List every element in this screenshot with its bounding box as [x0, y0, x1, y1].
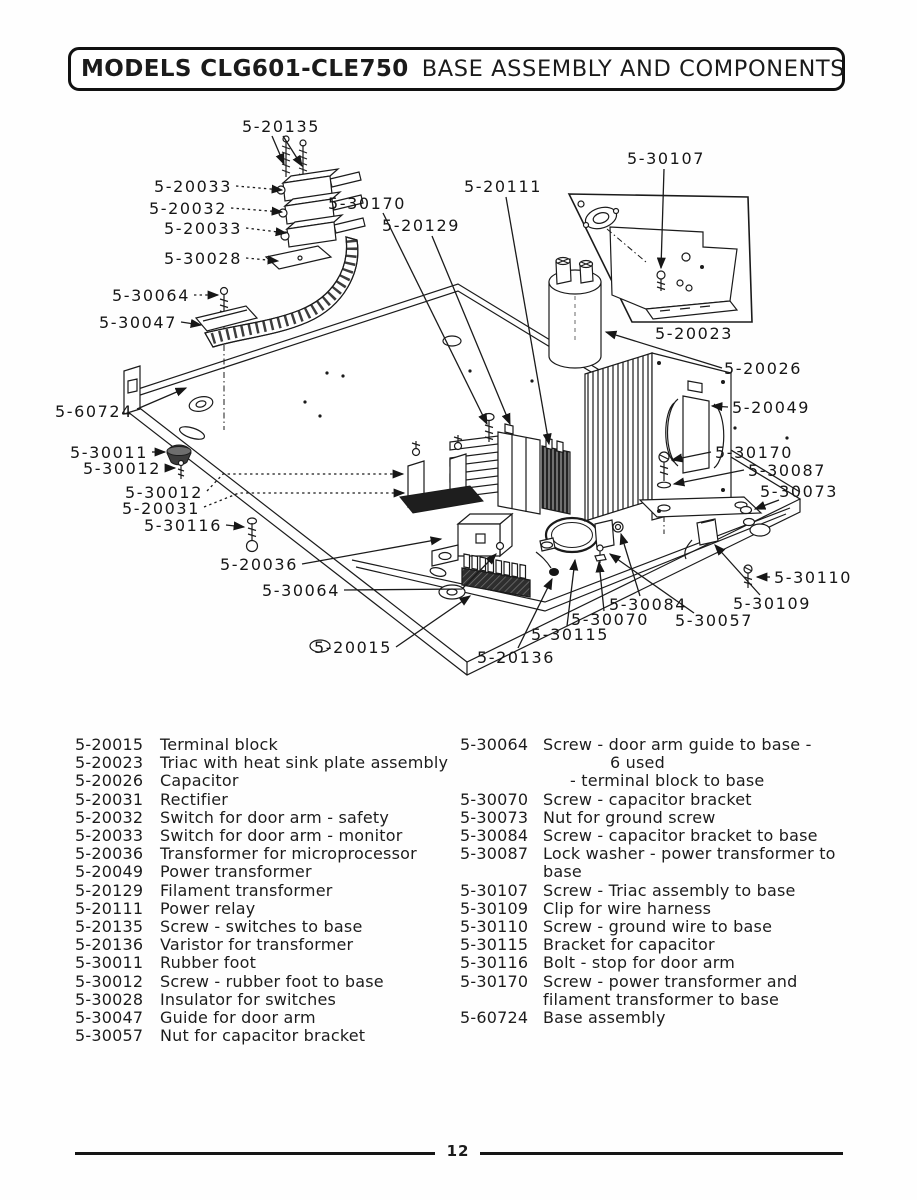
part-label: 5-30047	[98, 313, 177, 332]
part-label: 5-30115	[530, 625, 610, 644]
parts-row	[75, 918, 460, 936]
parts-row	[75, 954, 460, 972]
parts-row	[460, 772, 890, 790]
part-label: 5-30028	[163, 249, 242, 268]
part-number: 5-30070	[460, 789, 529, 809]
part-description: Base assembly	[543, 1008, 666, 1028]
parts-row	[460, 954, 890, 972]
part-description: Rubber foot	[160, 953, 257, 973]
part-description: Transformer for microprocessor	[160, 844, 417, 864]
foot-screw	[178, 461, 184, 480]
leader-line	[246, 228, 286, 233]
footer-rule-right	[480, 1152, 843, 1155]
part-description: Screw - ground wire to base	[543, 917, 773, 937]
footer-rule-left	[75, 1152, 435, 1155]
part-number: 5-20135	[75, 917, 144, 937]
part-description: Clip for wire harness	[543, 898, 712, 918]
part-number: 5-30047	[75, 1008, 144, 1028]
part-number: 5-20032	[75, 807, 144, 827]
parts-row	[460, 1009, 890, 1027]
part-number	[460, 772, 543, 790]
part-number: 5-20031	[75, 789, 144, 809]
part-label: 5-30064	[111, 286, 190, 305]
part-number	[460, 754, 543, 772]
page-title: BASE ASSEMBLY AND COMPONENTS	[421, 56, 846, 82]
part-label: 5-30012	[124, 483, 203, 502]
parts-row	[75, 809, 460, 827]
part-number: 5-30109	[460, 898, 529, 918]
capacitor	[549, 258, 601, 369]
part-label: 5-20015	[313, 638, 392, 657]
transformer-bobbin	[683, 396, 709, 473]
part-number: 5-20026	[75, 771, 144, 791]
parts-row	[75, 736, 460, 754]
part-description: Nut for capacitor bracket	[160, 1026, 366, 1046]
switch-insulator	[266, 246, 331, 269]
part-number: 5-30064	[460, 735, 529, 754]
part-label: 5-20023	[654, 324, 734, 343]
parts-row	[460, 827, 890, 845]
parts-row	[460, 918, 890, 936]
bracket-screw	[613, 522, 623, 532]
parts-row	[75, 936, 460, 954]
parts-row	[75, 973, 460, 991]
leader-line	[181, 322, 201, 325]
part-description: Varistor for transformer	[160, 935, 354, 955]
part-label: 5-30084	[608, 595, 688, 614]
part-number: 5-30110	[460, 917, 529, 937]
part-number: 5-30012	[75, 971, 144, 991]
parts-row	[460, 809, 890, 827]
part-label: 5-20129	[381, 216, 461, 235]
parts-row	[460, 863, 890, 881]
part-number: 5-20136	[75, 935, 144, 955]
part-description: Capacitor	[160, 771, 239, 791]
part-description: Screw - capacitor bracket to base	[543, 826, 818, 846]
part-label: 5-20031	[121, 499, 200, 518]
part-number: 5-20023	[75, 753, 144, 773]
leader-line	[226, 525, 244, 527]
part-description: Guide for door arm	[160, 1008, 316, 1028]
part-number: 5-30011	[75, 953, 144, 973]
part-number	[460, 863, 543, 881]
leader-line	[231, 208, 282, 212]
part-label: 5-30170	[327, 194, 407, 213]
terminal-block-screw	[497, 543, 504, 550]
parts-row	[75, 991, 460, 1009]
parts-row	[460, 791, 890, 809]
parts-row	[75, 882, 460, 900]
part-label: 5-30109	[732, 594, 812, 613]
part-description: Screw - switches to base	[160, 917, 363, 937]
part-label: 5-20036	[219, 555, 298, 574]
part-description: Power relay	[160, 898, 256, 918]
part-label: 5-30073	[759, 482, 839, 501]
parts-row	[460, 754, 890, 772]
part-number: 5-30107	[460, 880, 529, 900]
part-description: Rectifier	[160, 789, 229, 809]
part-label: 5-20049	[732, 398, 811, 417]
parts-row	[75, 1009, 460, 1027]
part-label: 5-30011	[69, 443, 148, 462]
part-label: 5-30087	[748, 461, 827, 480]
part-description: Screw - Triac assembly to base	[543, 880, 796, 900]
parts-row	[460, 736, 890, 754]
part-label: 5-30070	[570, 610, 650, 629]
part-description: Switch for door arm - safety	[160, 807, 390, 827]
part-description: Bolt - stop for door arm	[543, 953, 736, 973]
parts-row	[460, 973, 890, 991]
part-label: 5-20033	[163, 219, 242, 238]
parts-row	[75, 1027, 460, 1045]
part-description: Screw - door arm guide to base -	[543, 735, 812, 754]
part-label: 5-30116	[143, 516, 222, 535]
part-label: 5-20135	[241, 117, 321, 136]
parts-row	[75, 791, 460, 809]
part-number: 5-30087	[460, 844, 529, 864]
part-label: 5-60724	[54, 402, 133, 421]
part-label: 5-20136	[476, 648, 556, 667]
part-description: Screw - rubber foot to base	[160, 971, 384, 991]
parts-row	[75, 827, 460, 845]
parts-row	[75, 900, 460, 918]
part-label: 5-30107	[626, 149, 706, 168]
parts-row	[75, 754, 460, 772]
part-label: 5-20033	[153, 177, 232, 196]
part-description: Nut for ground screw	[543, 807, 716, 827]
part-label: 5-20026	[724, 359, 803, 378]
part-description: base	[543, 862, 582, 882]
part-description: Insulator for switches	[160, 989, 337, 1009]
part-description: filament transformer to base	[543, 989, 780, 1009]
parts-row	[460, 900, 890, 918]
part-description: Power transformer	[160, 862, 312, 882]
door-arm-stop-bolt	[247, 518, 258, 552]
part-label: 5-30012	[82, 459, 161, 478]
parts-row	[460, 991, 890, 1009]
part-label: 5-30110	[774, 568, 853, 587]
part-number: 5-20049	[75, 862, 144, 882]
leader-line	[272, 136, 284, 164]
parts-row	[460, 882, 890, 900]
part-label: 5-20111	[463, 177, 543, 196]
part-description: Filament transformer	[160, 880, 333, 900]
part-label: 5-30170	[715, 443, 794, 462]
part-label: 5-20032	[148, 199, 227, 218]
part-number: 5-30073	[460, 807, 529, 827]
part-number: 5-20015	[75, 735, 144, 754]
leader-line	[715, 545, 760, 595]
parts-list-left	[75, 736, 460, 1045]
part-description: - terminal block to base	[570, 771, 765, 791]
leader-line	[236, 186, 282, 190]
part-number: 5-60724	[460, 1008, 529, 1028]
part-description: Lock washer - power transformer to	[543, 844, 836, 864]
part-number: 5-30028	[75, 989, 144, 1009]
part-number: 5-30057	[75, 1026, 144, 1046]
parts-row	[75, 863, 460, 881]
page-number: 12	[446, 1142, 470, 1160]
part-number: 5-30115	[460, 935, 529, 955]
part-number	[460, 991, 543, 1009]
part-description: 6 used	[610, 753, 665, 773]
part-description: Triac with heat sink plate assembly	[160, 753, 449, 773]
part-description: Screw - power transformer and	[543, 971, 798, 991]
parts-row	[460, 936, 890, 954]
parts-row	[75, 845, 460, 863]
part-description: Bracket for capacitor	[543, 935, 715, 955]
part-number: 5-30084	[460, 826, 529, 846]
part-label: 5-30057	[674, 611, 754, 630]
part-description: Screw - capacitor bracket	[543, 789, 752, 809]
header-models: MODELS CLG601-CLE750	[81, 56, 409, 82]
part-description: Terminal block	[160, 735, 278, 754]
parts-list-right	[460, 736, 890, 1027]
parts-row	[75, 772, 460, 790]
part-number: 5-30170	[460, 971, 529, 991]
part-number: 5-20129	[75, 880, 144, 900]
part-number: 5-20036	[75, 844, 144, 864]
part-description: Switch for door arm - monitor	[160, 826, 403, 846]
part-label: 5-30064	[261, 581, 340, 600]
part-number: 5-30116	[460, 953, 529, 973]
parts-row	[460, 845, 890, 863]
part-number: 5-20111	[75, 898, 144, 918]
part-number: 5-20033	[75, 826, 144, 846]
